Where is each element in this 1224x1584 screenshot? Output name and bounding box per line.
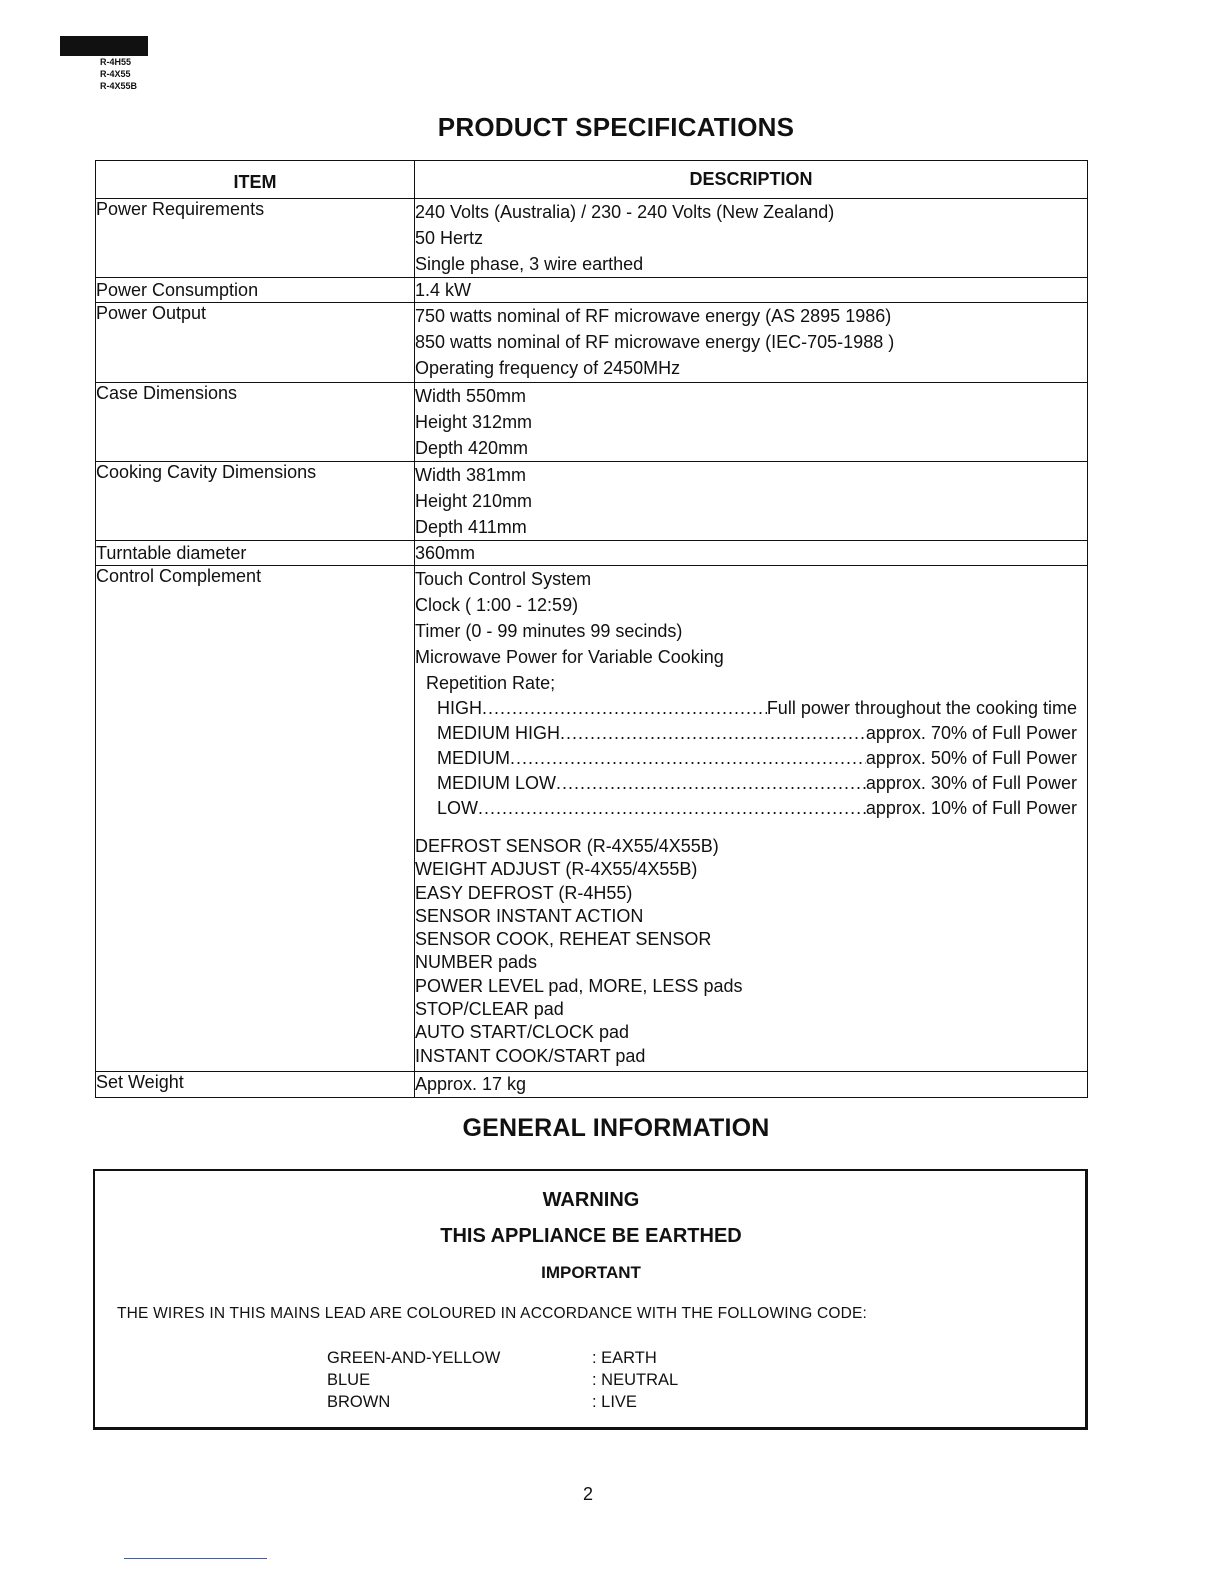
- desc-line: 750 watts nominal of RF microwave energy (AS 2895 1986): [415, 306, 892, 326]
- table-row: [96, 278, 1088, 303]
- table-row: [96, 541, 1088, 566]
- table-row: [96, 462, 1088, 541]
- desc-line: Width 381mm: [415, 465, 527, 485]
- table-row: [96, 303, 1088, 383]
- desc-cell: [415, 278, 1088, 303]
- table-row: [96, 199, 1088, 278]
- list-item: [327, 1347, 678, 1369]
- power-level: MEDIUM HIGH: [437, 723, 560, 743]
- desc-line: Microwave Power for Variable Cooking: [415, 647, 724, 667]
- leader-dots: [510, 746, 866, 771]
- col-header-item: ITEM: [96, 161, 415, 199]
- power-level: HIGH: [437, 698, 482, 718]
- desc-cell: [415, 303, 1088, 383]
- wire-meaning: : LIVE: [592, 1393, 637, 1411]
- item-cell: Cooking Cavity Dimensions: [96, 462, 415, 541]
- feature-item: EASY DEFROST (R-4H55): [415, 882, 633, 903]
- desc-cell: [415, 1072, 1088, 1098]
- desc-line: Repetition Rate;: [426, 673, 556, 693]
- desc-line: 850 watts nominal of RF microwave energy (IEC-705-1988 ): [415, 332, 895, 352]
- power-rate-row: [415, 796, 1087, 821]
- power-level: LOW: [437, 798, 479, 818]
- feature-item: STOP/CLEAR pad: [415, 999, 564, 1020]
- spec-table: [95, 160, 1088, 1098]
- desc-line: 240 Volts (Australia) / 230 - 240 Volts (New Zealand): [415, 202, 835, 222]
- feature-item: WEIGHT ADJUST (R-4X55/4X55B): [415, 859, 698, 880]
- feature-item: POWER LEVEL pad, MORE, LESS pads: [415, 975, 743, 996]
- wire-colour: GREEN-AND-YELLOW: [327, 1349, 501, 1367]
- wire-meaning: : EARTH: [592, 1349, 657, 1367]
- wire-code-table: [327, 1347, 678, 1413]
- spec-title: PRODUCT SPECIFICATIONS: [437, 112, 795, 142]
- power-value: approx. 30% of Full Power: [865, 773, 1077, 793]
- table-row: [96, 1072, 1088, 1098]
- desc-line: 50 Hertz: [415, 228, 484, 248]
- desc-line: Timer (0 - 99 minutes 99 secinds): [415, 621, 683, 641]
- desc-cell: [415, 541, 1088, 566]
- col-header-description: DESCRIPTION: [415, 161, 1088, 199]
- feature-item: AUTO START/CLOCK pad: [415, 1022, 630, 1043]
- feature-item: NUMBER pads: [415, 952, 538, 973]
- power-value: approx. 50% of Full Power: [865, 748, 1077, 768]
- page-number: 2: [582, 1484, 593, 1504]
- model-list: [100, 56, 137, 92]
- power-level: MEDIUM LOW: [437, 773, 556, 793]
- table-row: [96, 383, 1088, 462]
- desc-line: Touch Control System: [415, 569, 592, 589]
- desc-line: Height 210mm: [415, 491, 533, 511]
- leader-dots: [482, 696, 767, 721]
- table-row: [96, 566, 1088, 1072]
- model-number: R-4H55: [100, 57, 132, 67]
- warning-subtitle: THIS APPLIANCE BE EARTHED: [440, 1225, 742, 1247]
- desc-line: Width 550mm: [415, 386, 527, 406]
- power-rate-row: [415, 771, 1087, 796]
- desc-line: Operating frequency of 2450MHz: [415, 358, 681, 378]
- power-value: approx. 10% of Full Power: [865, 798, 1077, 818]
- general-info-title: GENERAL INFORMATION: [462, 1114, 770, 1142]
- desc-cell: [415, 566, 1088, 1072]
- item-cell: Case Dimensions: [96, 383, 415, 462]
- model-number: R-4X55B: [100, 81, 138, 91]
- desc-line: Height 312mm: [415, 412, 533, 432]
- list-item: [327, 1369, 678, 1391]
- warning-title: WARNING: [542, 1189, 640, 1211]
- item-cell: Set Weight: [96, 1072, 415, 1098]
- desc-line: Depth 411mm: [415, 517, 527, 537]
- desc-line: Depth 420mm: [415, 438, 529, 458]
- header-black-bar: [60, 36, 148, 56]
- leader-dots: [478, 796, 866, 821]
- wire-colour: BLUE: [327, 1371, 371, 1389]
- feature-item: SENSOR INSTANT ACTION: [415, 905, 644, 926]
- item-cell: Control Complement: [96, 566, 415, 1072]
- desc-line: 1.4 kW: [415, 280, 472, 300]
- item-cell: Power Output: [96, 303, 415, 383]
- feature-item: SENSOR COOK, REHEAT SENSOR: [415, 929, 712, 950]
- desc-cell: [415, 383, 1088, 462]
- bottom-rule: [124, 1558, 267, 1559]
- item-cell: Power Requirements: [96, 199, 415, 278]
- desc-line: 360mm: [415, 543, 476, 563]
- wire-meaning: : NEUTRAL: [592, 1371, 679, 1389]
- item-cell: Turntable diameter: [96, 541, 415, 566]
- power-rate-row: [415, 746, 1087, 771]
- power-rate-row: [415, 696, 1087, 721]
- desc-line: Approx. 17 kg: [415, 1074, 527, 1094]
- list-item: [327, 1391, 678, 1413]
- power-value: approx. 70% of Full Power: [865, 723, 1077, 743]
- desc-line: Single phase, 3 wire earthed: [415, 254, 644, 274]
- feature-item: DEFROST SENSOR (R-4X55/4X55B): [415, 836, 719, 856]
- desc-cell: [415, 199, 1088, 278]
- leader-dots: [556, 771, 866, 796]
- feature-item: INSTANT COOK/START pad: [415, 1045, 646, 1066]
- desc-line: Clock ( 1:00 - 12:59): [415, 595, 579, 615]
- wire-colour: BROWN: [327, 1393, 391, 1411]
- leader-dots: [560, 721, 866, 746]
- warning-text: THE WIRES IN THIS MAINS LEAD ARE COLOURED IN ACCORDANCE WITH THE FOLLOWING CODE:: [117, 1305, 868, 1322]
- model-number: R-4X55: [100, 69, 131, 79]
- important-label: IMPORTANT: [541, 1263, 641, 1282]
- power-level: MEDIUM: [437, 748, 510, 768]
- desc-cell: [415, 462, 1088, 541]
- warning-box: [93, 1169, 1088, 1430]
- item-cell: Power Consumption: [96, 278, 415, 303]
- power-rate-row: [415, 721, 1087, 746]
- power-value: Full power throughout the cooking time: [766, 698, 1077, 718]
